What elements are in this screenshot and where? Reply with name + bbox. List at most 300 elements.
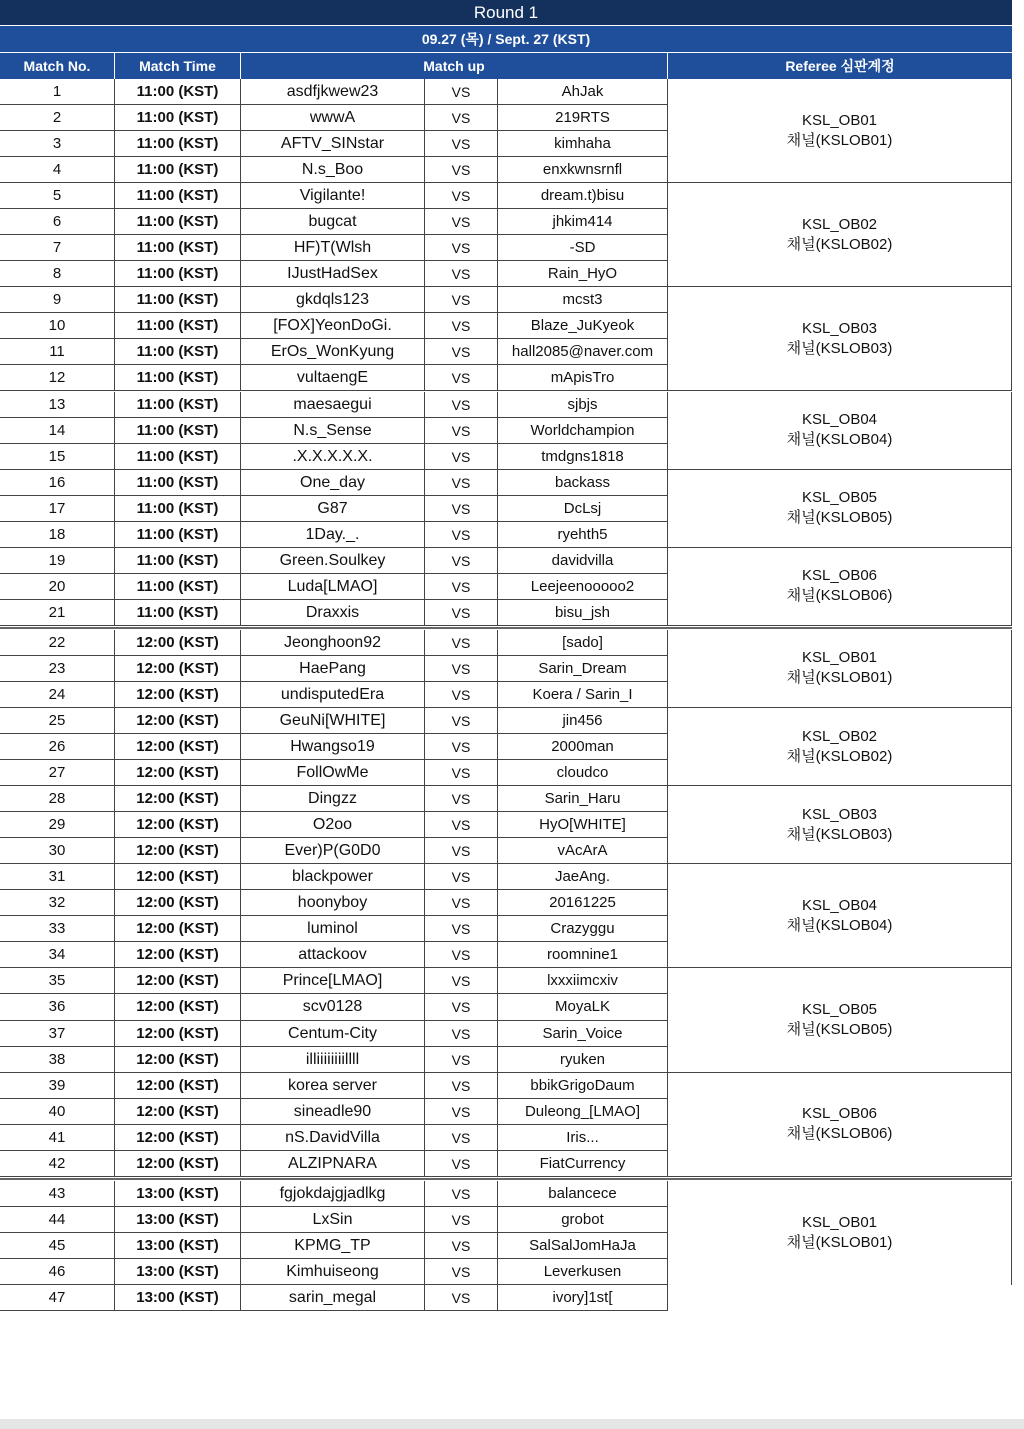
vs-label: VS bbox=[425, 786, 498, 812]
vs-label: VS bbox=[425, 522, 498, 548]
match-number: 30 bbox=[0, 838, 115, 864]
block-separator bbox=[0, 1178, 1012, 1180]
match-number: 21 bbox=[0, 600, 115, 626]
player-two: Iris... bbox=[498, 1125, 668, 1151]
referee-cell bbox=[668, 392, 1012, 470]
player-one: One_day bbox=[241, 470, 425, 496]
vs-label: VS bbox=[425, 1073, 498, 1099]
referee-channel: 채널(KSLOB03) bbox=[786, 825, 893, 843]
match-number: 19 bbox=[0, 548, 115, 574]
player-one: sarin_megal bbox=[241, 1285, 425, 1311]
match-time: 13:00 (KST) bbox=[115, 1285, 241, 1311]
referee-account: KSL_OB06 bbox=[801, 567, 878, 585]
table-row bbox=[0, 1259, 668, 1285]
player-one: Dingzz bbox=[241, 786, 425, 812]
table-row bbox=[0, 287, 668, 313]
referee-cell bbox=[668, 630, 1012, 708]
vs-label: VS bbox=[425, 708, 498, 734]
match-number: 10 bbox=[0, 313, 115, 339]
match-time: 12:00 (KST) bbox=[115, 1099, 241, 1125]
match-time: 12:00 (KST) bbox=[115, 682, 241, 708]
player-two: vAcArA bbox=[498, 838, 668, 864]
player-two: Leverkusen bbox=[498, 1259, 668, 1285]
player-two: tmdgns1818 bbox=[498, 444, 668, 470]
match-time: 12:00 (KST) bbox=[115, 864, 241, 890]
player-one: Prince[LMAO] bbox=[241, 968, 425, 994]
match-time: 12:00 (KST) bbox=[115, 994, 241, 1020]
match-time: 11:00 (KST) bbox=[115, 131, 241, 157]
vs-label: VS bbox=[425, 682, 498, 708]
referee-cell bbox=[668, 470, 1012, 548]
referee-account: KSL_OB01 bbox=[801, 111, 878, 129]
table-row bbox=[0, 392, 668, 418]
match-number: 8 bbox=[0, 261, 115, 287]
match-time: 12:00 (KST) bbox=[115, 786, 241, 812]
vs-label: VS bbox=[425, 418, 498, 444]
player-one: Kimhuiseong bbox=[241, 1259, 425, 1285]
match-time: 11:00 (KST) bbox=[115, 600, 241, 626]
table-row bbox=[0, 942, 668, 968]
match-number: 31 bbox=[0, 864, 115, 890]
match-number: 13 bbox=[0, 392, 115, 418]
match-time: 11:00 (KST) bbox=[115, 157, 241, 183]
referee-account: KSL_OB06 bbox=[801, 1105, 878, 1123]
player-one: Green.Soulkey bbox=[241, 548, 425, 574]
table-row bbox=[0, 444, 668, 470]
table-row bbox=[0, 682, 668, 708]
player-one: luminol bbox=[241, 916, 425, 942]
vs-label: VS bbox=[425, 470, 498, 496]
vs-label: VS bbox=[425, 313, 498, 339]
match-number: 36 bbox=[0, 994, 115, 1020]
table-row bbox=[0, 183, 668, 209]
match-time: 11:00 (KST) bbox=[115, 496, 241, 522]
player-two: bbikGrigoDaum bbox=[498, 1073, 668, 1099]
match-time: 11:00 (KST) bbox=[115, 392, 241, 418]
player-two: backass bbox=[498, 470, 668, 496]
player-one: Centum-City bbox=[241, 1021, 425, 1047]
referee-account: KSL_OB03 bbox=[801, 319, 878, 337]
match-time: 11:00 (KST) bbox=[115, 287, 241, 313]
player-one: undisputedEra bbox=[241, 682, 425, 708]
vs-label: VS bbox=[425, 79, 498, 105]
vs-label: VS bbox=[425, 1233, 498, 1259]
match-number: 38 bbox=[0, 1047, 115, 1073]
player-one: Hwangso19 bbox=[241, 734, 425, 760]
player-two: DcLsj bbox=[498, 496, 668, 522]
vs-label: VS bbox=[425, 209, 498, 235]
match-time: 13:00 (KST) bbox=[115, 1233, 241, 1259]
match-number: 18 bbox=[0, 522, 115, 548]
match-time: 13:00 (KST) bbox=[115, 1181, 241, 1207]
referee-cell bbox=[668, 79, 1012, 183]
match-number: 6 bbox=[0, 209, 115, 235]
match-time: 12:00 (KST) bbox=[115, 1125, 241, 1151]
player-two: dream.t)bisu bbox=[498, 183, 668, 209]
player-two: ryehth5 bbox=[498, 522, 668, 548]
referee-account: KSL_OB05 bbox=[801, 1001, 878, 1019]
referee-channel: 채널(KSLOB01) bbox=[786, 669, 893, 687]
vs-label: VS bbox=[425, 392, 498, 418]
player-one: bugcat bbox=[241, 209, 425, 235]
bottom-strip bbox=[0, 1419, 1024, 1429]
match-number: 45 bbox=[0, 1233, 115, 1259]
match-number: 47 bbox=[0, 1285, 115, 1311]
match-number: 28 bbox=[0, 786, 115, 812]
referee-channel: 채널(KSLOB01) bbox=[786, 1233, 893, 1251]
player-one: Draxxis bbox=[241, 600, 425, 626]
player-two: ivory]1st[ bbox=[498, 1285, 668, 1311]
vs-label: VS bbox=[425, 968, 498, 994]
player-two: bisu_jsh bbox=[498, 600, 668, 626]
player-one: AFTV_SINstar bbox=[241, 131, 425, 157]
match-number: 41 bbox=[0, 1125, 115, 1151]
player-one: hoonyboy bbox=[241, 890, 425, 916]
player-two: roomnine1 bbox=[498, 942, 668, 968]
match-number: 16 bbox=[0, 470, 115, 496]
referee-cell bbox=[668, 548, 1012, 626]
match-number: 42 bbox=[0, 1151, 115, 1177]
referee-cell bbox=[668, 968, 1012, 1072]
referee-account: KSL_OB02 bbox=[801, 727, 878, 745]
table-row bbox=[0, 209, 668, 235]
block-separator bbox=[0, 627, 1012, 629]
table-row bbox=[0, 548, 668, 574]
table-row bbox=[0, 1099, 668, 1125]
table-row bbox=[0, 994, 668, 1020]
match-time: 11:00 (KST) bbox=[115, 522, 241, 548]
match-number: 20 bbox=[0, 574, 115, 600]
vs-label: VS bbox=[425, 864, 498, 890]
vs-label: VS bbox=[425, 1181, 498, 1207]
table-row bbox=[0, 838, 668, 864]
player-two: Sarin_Haru bbox=[498, 786, 668, 812]
player-two: Sarin_Voice bbox=[498, 1021, 668, 1047]
referee-cell bbox=[668, 786, 1012, 864]
player-two: 219RTS bbox=[498, 105, 668, 131]
player-one: .X.X.X.X.X. bbox=[241, 444, 425, 470]
player-two: lxxxiimcxiv bbox=[498, 968, 668, 994]
vs-label: VS bbox=[425, 994, 498, 1020]
vs-label: VS bbox=[425, 365, 498, 391]
referee-account: KSL_OB05 bbox=[801, 489, 878, 507]
match-number: 4 bbox=[0, 157, 115, 183]
header-match-no: Match No. bbox=[0, 53, 115, 79]
match-number: 12 bbox=[0, 365, 115, 391]
match-time: 11:00 (KST) bbox=[115, 574, 241, 600]
table-row bbox=[0, 1047, 668, 1073]
match-number: 43 bbox=[0, 1181, 115, 1207]
player-two: Worldchampion bbox=[498, 418, 668, 444]
vs-label: VS bbox=[425, 812, 498, 838]
match-time: 12:00 (KST) bbox=[115, 812, 241, 838]
player-two: kimhaha bbox=[498, 131, 668, 157]
player-one: [FOX]YeonDoGi. bbox=[241, 313, 425, 339]
match-number: 39 bbox=[0, 1073, 115, 1099]
table-row bbox=[0, 1125, 668, 1151]
player-two: balancece bbox=[498, 1181, 668, 1207]
vs-label: VS bbox=[425, 444, 498, 470]
match-time: 12:00 (KST) bbox=[115, 1073, 241, 1099]
match-time: 11:00 (KST) bbox=[115, 444, 241, 470]
player-one: Ever)P(G0D0 bbox=[241, 838, 425, 864]
table-row bbox=[0, 916, 668, 942]
table-row bbox=[0, 760, 668, 786]
player-one: ALZIPNARA bbox=[241, 1151, 425, 1177]
player-two: HyO[WHITE] bbox=[498, 812, 668, 838]
player-two: hall2085@naver.com bbox=[498, 339, 668, 365]
player-one: N.s_Boo bbox=[241, 157, 425, 183]
table-row bbox=[0, 1207, 668, 1233]
table-row bbox=[0, 157, 668, 183]
table-row bbox=[0, 131, 668, 157]
match-time: 12:00 (KST) bbox=[115, 916, 241, 942]
vs-label: VS bbox=[425, 1047, 498, 1073]
match-number: 44 bbox=[0, 1207, 115, 1233]
match-time: 12:00 (KST) bbox=[115, 968, 241, 994]
table-row bbox=[0, 600, 668, 626]
table-row bbox=[0, 890, 668, 916]
player-one: maesaegui bbox=[241, 392, 425, 418]
referee-channel: 채널(KSLOB05) bbox=[786, 509, 893, 527]
match-time: 11:00 (KST) bbox=[115, 470, 241, 496]
vs-label: VS bbox=[425, 760, 498, 786]
match-time: 12:00 (KST) bbox=[115, 1021, 241, 1047]
table-row bbox=[0, 79, 668, 105]
player-two: jhkim414 bbox=[498, 209, 668, 235]
table-row bbox=[0, 261, 668, 287]
player-one: ErOs_WonKyung bbox=[241, 339, 425, 365]
player-two: 20161225 bbox=[498, 890, 668, 916]
player-one: Vigilante! bbox=[241, 183, 425, 209]
vs-label: VS bbox=[425, 1151, 498, 1177]
player-one: vultaengE bbox=[241, 365, 425, 391]
table-row bbox=[0, 496, 668, 522]
table-row bbox=[0, 1151, 668, 1177]
table-row bbox=[0, 630, 668, 656]
match-number: 5 bbox=[0, 183, 115, 209]
match-number: 35 bbox=[0, 968, 115, 994]
player-one: korea server bbox=[241, 1073, 425, 1099]
player-two: mApisTro bbox=[498, 365, 668, 391]
vs-label: VS bbox=[425, 1285, 498, 1311]
match-time: 12:00 (KST) bbox=[115, 656, 241, 682]
match-number: 14 bbox=[0, 418, 115, 444]
match-number: 23 bbox=[0, 656, 115, 682]
player-two: 2000man bbox=[498, 734, 668, 760]
table-row bbox=[0, 574, 668, 600]
vs-label: VS bbox=[425, 496, 498, 522]
vs-label: VS bbox=[425, 734, 498, 760]
vs-label: VS bbox=[425, 600, 498, 626]
match-number: 7 bbox=[0, 235, 115, 261]
table-row bbox=[0, 313, 668, 339]
player-one: IJustHadSex bbox=[241, 261, 425, 287]
match-time: 12:00 (KST) bbox=[115, 760, 241, 786]
player-one: GeuNi[WHITE] bbox=[241, 708, 425, 734]
match-number: 32 bbox=[0, 890, 115, 916]
referee-cell bbox=[668, 864, 1012, 968]
referee-channel: 채널(KSLOB02) bbox=[786, 747, 893, 765]
match-number: 25 bbox=[0, 708, 115, 734]
vs-label: VS bbox=[425, 942, 498, 968]
vs-label: VS bbox=[425, 1125, 498, 1151]
player-two: JaeAng. bbox=[498, 864, 668, 890]
referee-cell bbox=[668, 1073, 1012, 1177]
match-time: 12:00 (KST) bbox=[115, 734, 241, 760]
match-time: 11:00 (KST) bbox=[115, 339, 241, 365]
match-number: 27 bbox=[0, 760, 115, 786]
table-row bbox=[0, 734, 668, 760]
match-time: 11:00 (KST) bbox=[115, 548, 241, 574]
player-two: FiatCurrency bbox=[498, 1151, 668, 1177]
player-two: ryuken bbox=[498, 1047, 668, 1073]
match-time: 11:00 (KST) bbox=[115, 235, 241, 261]
table-row bbox=[0, 339, 668, 365]
player-two: mcst3 bbox=[498, 287, 668, 313]
vs-label: VS bbox=[425, 105, 498, 131]
round-title: Round 1 bbox=[0, 0, 1012, 25]
referee-cell bbox=[668, 708, 1012, 786]
match-number: 9 bbox=[0, 287, 115, 313]
match-time: 11:00 (KST) bbox=[115, 79, 241, 105]
match-number: 29 bbox=[0, 812, 115, 838]
match-number: 46 bbox=[0, 1259, 115, 1285]
player-one: HaePang bbox=[241, 656, 425, 682]
match-time: 13:00 (KST) bbox=[115, 1259, 241, 1285]
player-two: [sado] bbox=[498, 630, 668, 656]
player-two: Blaze_JuKyeok bbox=[498, 313, 668, 339]
player-one: scv0128 bbox=[241, 994, 425, 1020]
player-one: wwwA bbox=[241, 105, 425, 131]
player-two: Sarin_Dream bbox=[498, 656, 668, 682]
player-two: Duleong_[LMAO] bbox=[498, 1099, 668, 1125]
table-row bbox=[0, 1233, 668, 1259]
table-header bbox=[0, 53, 1012, 79]
match-number: 33 bbox=[0, 916, 115, 942]
vs-label: VS bbox=[425, 183, 498, 209]
table-row bbox=[0, 470, 668, 496]
referee-account: KSL_OB02 bbox=[801, 215, 878, 233]
player-one: KPMG_TP bbox=[241, 1233, 425, 1259]
player-one: fgjokdajgjadlkg bbox=[241, 1181, 425, 1207]
player-two: sjbjs bbox=[498, 392, 668, 418]
table-row bbox=[0, 235, 668, 261]
header-referee: Referee 심판계정 bbox=[668, 53, 1012, 79]
match-time: 11:00 (KST) bbox=[115, 209, 241, 235]
vs-label: VS bbox=[425, 157, 498, 183]
match-time: 13:00 (KST) bbox=[115, 1207, 241, 1233]
referee-cell bbox=[668, 287, 1012, 391]
player-one: Luda[LMAO] bbox=[241, 574, 425, 600]
vs-label: VS bbox=[425, 1207, 498, 1233]
table-row bbox=[0, 864, 668, 890]
match-time: 11:00 (KST) bbox=[115, 261, 241, 287]
match-time: 11:00 (KST) bbox=[115, 418, 241, 444]
player-one: gkdqls123 bbox=[241, 287, 425, 313]
table-row bbox=[0, 968, 668, 994]
vs-label: VS bbox=[425, 630, 498, 656]
vs-label: VS bbox=[425, 1021, 498, 1047]
match-time: 12:00 (KST) bbox=[115, 630, 241, 656]
referee-account: KSL_OB04 bbox=[801, 411, 878, 429]
table-row bbox=[0, 1181, 668, 1207]
header-match-time: Match Time bbox=[115, 53, 241, 79]
match-number: 1 bbox=[0, 79, 115, 105]
match-time: 12:00 (KST) bbox=[115, 838, 241, 864]
player-one: FollOwMe bbox=[241, 760, 425, 786]
player-one: asdfjkwew23 bbox=[241, 79, 425, 105]
player-two: Koera / Sarin_I bbox=[498, 682, 668, 708]
table-row bbox=[0, 365, 668, 391]
table-row bbox=[0, 812, 668, 838]
vs-label: VS bbox=[425, 548, 498, 574]
player-one: G87 bbox=[241, 496, 425, 522]
vs-label: VS bbox=[425, 916, 498, 942]
match-number: 17 bbox=[0, 496, 115, 522]
table-row bbox=[0, 1021, 668, 1047]
player-two: SalSalJomHaJa bbox=[498, 1233, 668, 1259]
player-two: enxkwnsrnfl bbox=[498, 157, 668, 183]
table-row bbox=[0, 786, 668, 812]
match-number: 22 bbox=[0, 630, 115, 656]
match-time: 11:00 (KST) bbox=[115, 313, 241, 339]
player-two: cloudco bbox=[498, 760, 668, 786]
match-time: 12:00 (KST) bbox=[115, 708, 241, 734]
match-time: 11:00 (KST) bbox=[115, 365, 241, 391]
table-row bbox=[0, 105, 668, 131]
date-line: 09.27 (목) / Sept. 27 (KST) bbox=[0, 26, 1012, 52]
player-two: grobot bbox=[498, 1207, 668, 1233]
player-one: 1Day._. bbox=[241, 522, 425, 548]
table-row bbox=[0, 418, 668, 444]
player-two: davidvilla bbox=[498, 548, 668, 574]
referee-channel: 채널(KSLOB06) bbox=[786, 1125, 893, 1143]
vs-label: VS bbox=[425, 287, 498, 313]
match-number: 11 bbox=[0, 339, 115, 365]
vs-label: VS bbox=[425, 1099, 498, 1125]
referee-cell bbox=[668, 183, 1012, 287]
table-row bbox=[0, 708, 668, 734]
match-time: 11:00 (KST) bbox=[115, 105, 241, 131]
vs-label: VS bbox=[425, 261, 498, 287]
player-one: O2oo bbox=[241, 812, 425, 838]
referee-account: KSL_OB01 bbox=[801, 649, 878, 667]
match-time: 11:00 (KST) bbox=[115, 183, 241, 209]
match-time: 12:00 (KST) bbox=[115, 942, 241, 968]
player-one: blackpower bbox=[241, 864, 425, 890]
vs-label: VS bbox=[425, 1259, 498, 1285]
header-match-up: Match up bbox=[241, 53, 668, 79]
vs-label: VS bbox=[425, 838, 498, 864]
player-two: -SD bbox=[498, 235, 668, 261]
referee-channel: 채널(KSLOB06) bbox=[786, 587, 893, 605]
referee-channel: 채널(KSLOB04) bbox=[786, 431, 893, 449]
vs-label: VS bbox=[425, 235, 498, 261]
match-number: 26 bbox=[0, 734, 115, 760]
referee-channel: 채널(KSLOB04) bbox=[786, 916, 893, 934]
player-two: MoyaLK bbox=[498, 994, 668, 1020]
match-number: 15 bbox=[0, 444, 115, 470]
match-number: 2 bbox=[0, 105, 115, 131]
match-number: 40 bbox=[0, 1099, 115, 1125]
player-two: Leejeenooooo2 bbox=[498, 574, 668, 600]
vs-label: VS bbox=[425, 131, 498, 157]
player-two: Rain_HyO bbox=[498, 261, 668, 287]
match-number: 3 bbox=[0, 131, 115, 157]
vs-label: VS bbox=[425, 339, 498, 365]
match-number: 37 bbox=[0, 1021, 115, 1047]
